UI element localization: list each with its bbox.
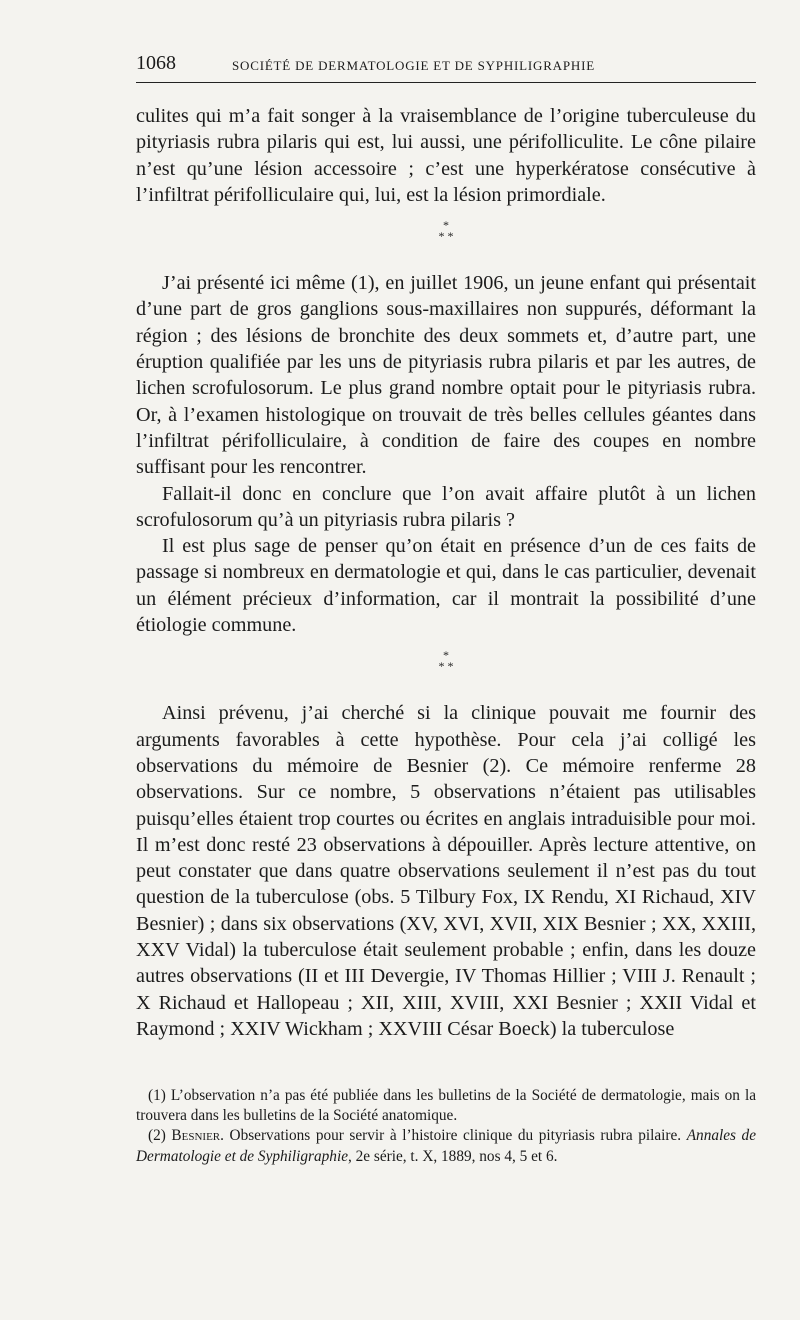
- footnote-2-end: , 2e série, t. X, 1889, nos 4, 5 et 6.: [348, 1147, 558, 1165]
- asterism-2-top: *: [443, 648, 449, 663]
- paragraph-2: J’ai présenté ici même (1), en juillet 1906, un jeune enfant qui présentait d’une part de gros ganglions sous-maxillaires non suppurés, déformant la région ; des lésions de bronchite des deux sommets et, d’autre part, une éruption qualifiée par les uns de pityriasis rubra pilaris et par les autres, de lichen scrofulosorum. Le plus grand nombre optait pour le pityriasis rubra. Or, à l’examen histologique on trouvait de très belles cellules géantes dans l’infiltrat périfolliculaire, à condition de faire des coupes en nombre suffisant pour les rencontrer.: [136, 272, 756, 479]
- paragraph-5: Ainsi prévenu, j’ai cherché si la clinique pouvait me fournir des arguments favorables à cette hypothèse. Pour cela j’ai colligé les observations du mémoire de Besnier (2). Ce mémoire renferme 28 observations. Sur ce nombre, 5 observations n’étaient pas utilisables puisqu’elles étaient trop courtes ou écrites en anglais intraduisible pour moi. Il m’est donc resté 23 observations à dépouiller. Après lecture attentive, on peut constater que dans quatre observations seulement il n’est pas du tout question de la tuberculose (obs. 5 Tilbury Fox, IX Rendu, XI Richaud, XIV Besnier) ; dans six observations (XV, XVI, XVII, XIX Besnier ; XX, XXIII, XXV Vidal) la tuberculose était seulement probable ; enfin, dans les douze autres observations (II et III Devergie, IV Thomas Hillier ; VIII J. Renault ; X Richaud et Hallopeau ; XII, XIII, XVIII, XXI Besnier ; XXII Vidal et Raymond ; XXIV Wickham ; XXVIII César Boeck) la tuberculose: [136, 702, 756, 1040]
- paragraph-3: Fallait-il donc en conclure que l’on avait affaire plutôt à un lichen scrofulosorum qu’à un pityriasis rubra pilaris ?: [136, 482, 756, 531]
- asterism-2-bottom: * *: [438, 659, 454, 674]
- paragraph-4: Il est plus sage de penser qu’on était en présence d’un de ces faits de passage si nombreux en dermatologie et qui, dans le cas particulier, devenait un élément précieux d’information, car il montrait la possibilité d’une étiologie commune.: [136, 535, 756, 637]
- footnote-2: [136, 1126, 756, 1166]
- footnote-2-text: . Observations pour servir à l’histoire clinique du pityriasis rubra pilaire.: [220, 1127, 687, 1145]
- page: [136, 52, 756, 1042]
- paragraph-1: culites qui m’a fait songer à la vraisemblance de l’origine tuberculeuse du pityriasis rubra pilaris qui est, lui aussi, une périfolliculite. Le cône pilaire n’est qu’une lésion accessoire ; c’est une hyperkératose consécutive à l’infiltrat périfolliculaire qui, lui, est la lésion primordiale.: [136, 105, 756, 206]
- asterism-1-bottom: * *: [438, 229, 454, 244]
- footnote-2-journal: Annales de Dermatologie et de Syphiligraphie: [136, 1127, 756, 1165]
- asterism-1: [136, 208, 756, 270]
- page-number: 1068: [136, 52, 176, 74]
- asterism-1-top: *: [443, 218, 449, 233]
- page-header: [136, 52, 756, 83]
- footnote-2-marker: (2): [148, 1127, 172, 1145]
- body-text: [136, 103, 756, 1042]
- asterism-2: [136, 638, 756, 700]
- footnotes: [136, 1086, 756, 1167]
- running-title: SOCIÉTÉ DE DERMATOLOGIE ET DE SYPHILIGRAPHIE: [232, 58, 595, 73]
- footnote-2-author: Besnier: [171, 1127, 221, 1145]
- footnote-1: (1) L’observation n’a pas été publiée dans les bulletins de la Société de dermatologie, mais on la trouvera dans les bulletins de la Société anatomique.: [136, 1087, 756, 1125]
